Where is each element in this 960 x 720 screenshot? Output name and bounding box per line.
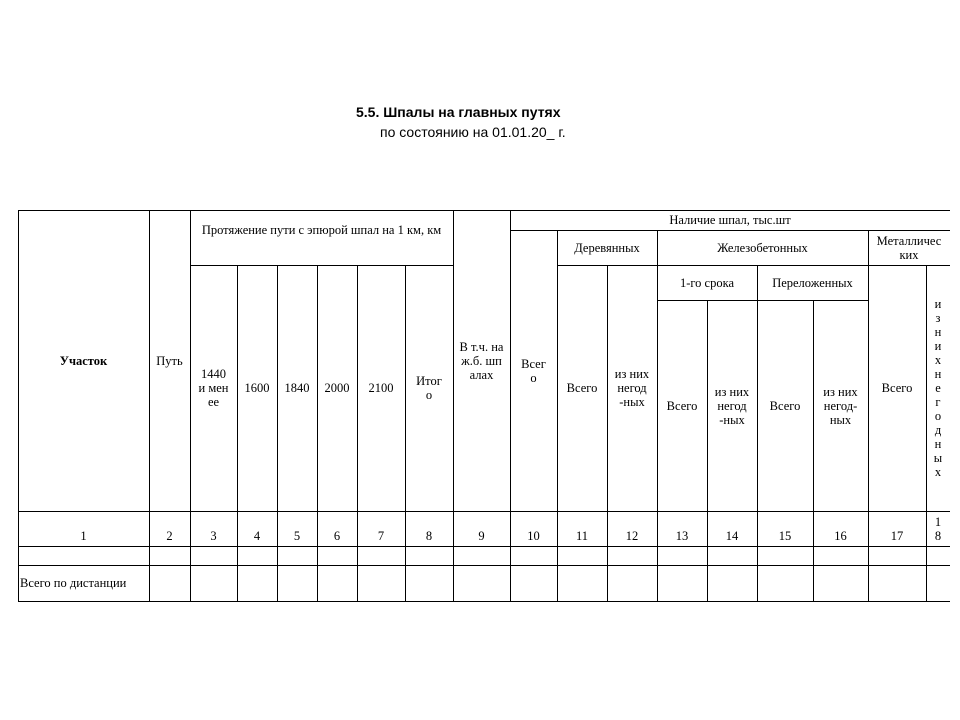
- header-nalichie: Наличие шпал, тыс.шт: [669, 213, 791, 227]
- header-metal: Металлических: [876, 233, 942, 262]
- header-srok1-vsego: Всего: [666, 398, 698, 413]
- col-number-3: 3: [210, 529, 217, 543]
- col-number-13: 13: [675, 529, 689, 543]
- col-number-14: 14: [725, 529, 739, 543]
- header-1840: 1840: [284, 381, 310, 395]
- col-number-8: 8: [425, 529, 433, 543]
- header-uchastok: Участок: [59, 353, 108, 368]
- header-put: Путь: [156, 353, 183, 368]
- total-row-label: Всего по дистанции: [20, 576, 127, 590]
- header-2100: 2100: [368, 381, 394, 395]
- header-srok1-negod: из них негод -ных: [714, 384, 750, 427]
- col-number-10: 10: [527, 529, 540, 543]
- col-number-11: 11: [575, 529, 589, 543]
- col-number-12: 12: [625, 529, 639, 543]
- col-number-2: 2: [166, 529, 173, 543]
- document-title: 5.5. Шпалы на главных путях: [356, 104, 561, 120]
- header-derev: Деревянных: [574, 240, 640, 255]
- header-perel-vsego: Всего: [769, 398, 801, 413]
- col-number-15: 15: [778, 529, 792, 543]
- header-protyazhenie: Протяжение пути с эпюрой шпал на 1 км, км: [201, 223, 442, 237]
- document-subtitle: по состоянию на 01.01.20_ г.: [380, 124, 566, 140]
- col-number-18: 18: [934, 515, 942, 543]
- col-number-7: 7: [377, 529, 385, 543]
- header-1440: 1440 и менее: [198, 367, 229, 409]
- header-metal-vsego: Всего: [881, 381, 913, 395]
- header-vtch: В т.ч. на ж.б. шпалах: [459, 339, 504, 382]
- header-vsego-all: Всего: [521, 356, 546, 385]
- col-number-5: 5: [293, 529, 301, 543]
- col-number-17: 17: [890, 529, 904, 543]
- header-derev-vsego: Всего: [566, 381, 598, 395]
- header-perel: Переложенных: [772, 275, 853, 290]
- col-number-4: 4: [253, 529, 261, 543]
- header-1600: 1600: [244, 381, 270, 395]
- header-derev-negod: из них негод -ных: [614, 367, 650, 409]
- col-number-9: 9: [478, 529, 485, 543]
- col-number-16: 16: [834, 529, 847, 543]
- header-2000: 2000: [324, 381, 350, 395]
- header-itogo: Итого: [416, 374, 442, 402]
- col-number-1: 1: [80, 529, 87, 543]
- header-srok1: 1-го срока: [679, 275, 735, 290]
- header-zhb: Железобетонных: [717, 240, 808, 255]
- col-number-6: 6: [333, 529, 341, 543]
- header-metal-negod: из них негодных: [933, 297, 943, 479]
- header-perel-negod: из них негод-ных: [823, 384, 858, 427]
